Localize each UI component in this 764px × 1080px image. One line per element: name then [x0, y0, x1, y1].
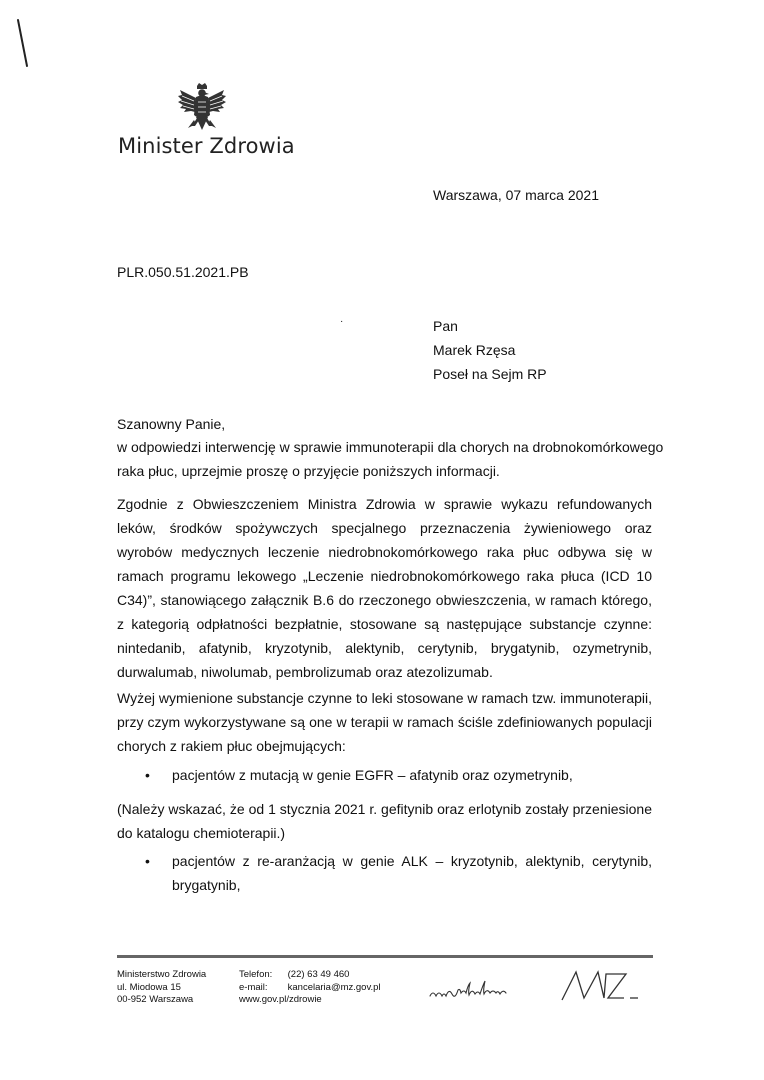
polish-eagle-emblem-icon	[176, 82, 228, 138]
footer-address-line: Ministerstwo Zdrowia	[117, 969, 207, 980]
salutation: Szanowny Panie,	[117, 416, 226, 432]
stray-dot: ·	[340, 316, 344, 327]
footer-address	[117, 969, 206, 1007]
email-link[interactable]: kancelaria@mz.gov.pl	[287, 981, 381, 993]
recipient-line-1: Pan	[433, 318, 458, 334]
footer-address-line: 00-952 Warszawa	[117, 994, 194, 1005]
footer-contact	[239, 969, 381, 1007]
intro-line-1: w odpowiedzi interwencję w sprawie immunoterapii dla chorych na drobnokomórkowego	[117, 439, 664, 455]
phone-value: (22) 63 49 460	[287, 969, 350, 980]
reference-number: PLR.050.51.2021.PB	[117, 264, 249, 280]
footer-address-line: ul. Miodowa 15	[117, 981, 181, 993]
bullet-mark-1: •	[145, 767, 150, 783]
recipient-line-3: Poseł na Sejm RP	[433, 366, 547, 382]
email-label: e-mail:	[239, 981, 268, 993]
bullet-item-1: pacjentów z mutacją w genie EGFR – afatynib oraz ozymetrynib,	[172, 767, 573, 783]
paragraph-1: Zgodnie z Obwieszczeniem Ministra Zdrowia w sprawie wykazu refundowanych leków, środków spożywczych specjalnego przeznaczenia żywieniowego oraz wyrobów medycznych leczenie niedrobnokomórkowego raka płuc odbywa się w ramach programu lekowego „Leczenie niedrobnokomórkowego raka płuca (ICD 10 C34)”, stanowiącego załącznik B.6 do rzeczonego obwieszczenia, w ramach którego, z kategorią odpłatności bezpłatnie, stosowane są następujące substancje czynne: nintedanib, afatynib, kryzotynib, alektynib, cerytynib, brygatynib, ozymetrynib, durwalumab, niwolumab, pembrolizumab oraz atezolizumab.	[117, 496, 652, 680]
recipient-line-2: Marek Rzęsa	[433, 342, 516, 358]
intro-line-2: raka płuc, uprzejmie proszę o przyjęcie poniższych informacji.	[117, 463, 500, 479]
ministry-logo-text: Minister Zdrowia	[118, 134, 295, 158]
paragraph-1-block	[117, 492, 652, 684]
place-date: Warszawa, 07 marca 2021	[433, 187, 599, 203]
note-block	[117, 797, 652, 845]
note-paragraph: (Należy wskazać, że od 1 stycznia 2021 r. gefitynib oraz erlotynib zostały przeniesione do katalogu chemioterapii.)	[117, 801, 652, 841]
niepodlegla-signature	[428, 974, 532, 1004]
footer-rule	[117, 955, 653, 958]
paragraph-2: Wyżej wymienione substancje czynne to leki stosowane w ramach tzw. immunoterapii, przy czym wykorzystywane są one w terapii w ramach ściśle zdefiniowanych populacji chorych z rakiem płuc obejmujących:	[117, 690, 652, 754]
bullet-mark-2: •	[145, 853, 150, 869]
pen-stroke-mark	[14, 18, 34, 70]
bullet-item-2-block	[172, 849, 652, 897]
bullet-item-2: pacjentów z re-aranżacją w genie ALK – kryzotynib, alektynib, cerytynib, brygatynib,	[172, 853, 652, 893]
paragraph-2-block	[117, 686, 652, 758]
website-link[interactable]: www.gov.pl/zdrowie	[239, 994, 322, 1005]
mz-logo-icon	[560, 968, 642, 1002]
phone-label: Telefon:	[239, 969, 273, 980]
